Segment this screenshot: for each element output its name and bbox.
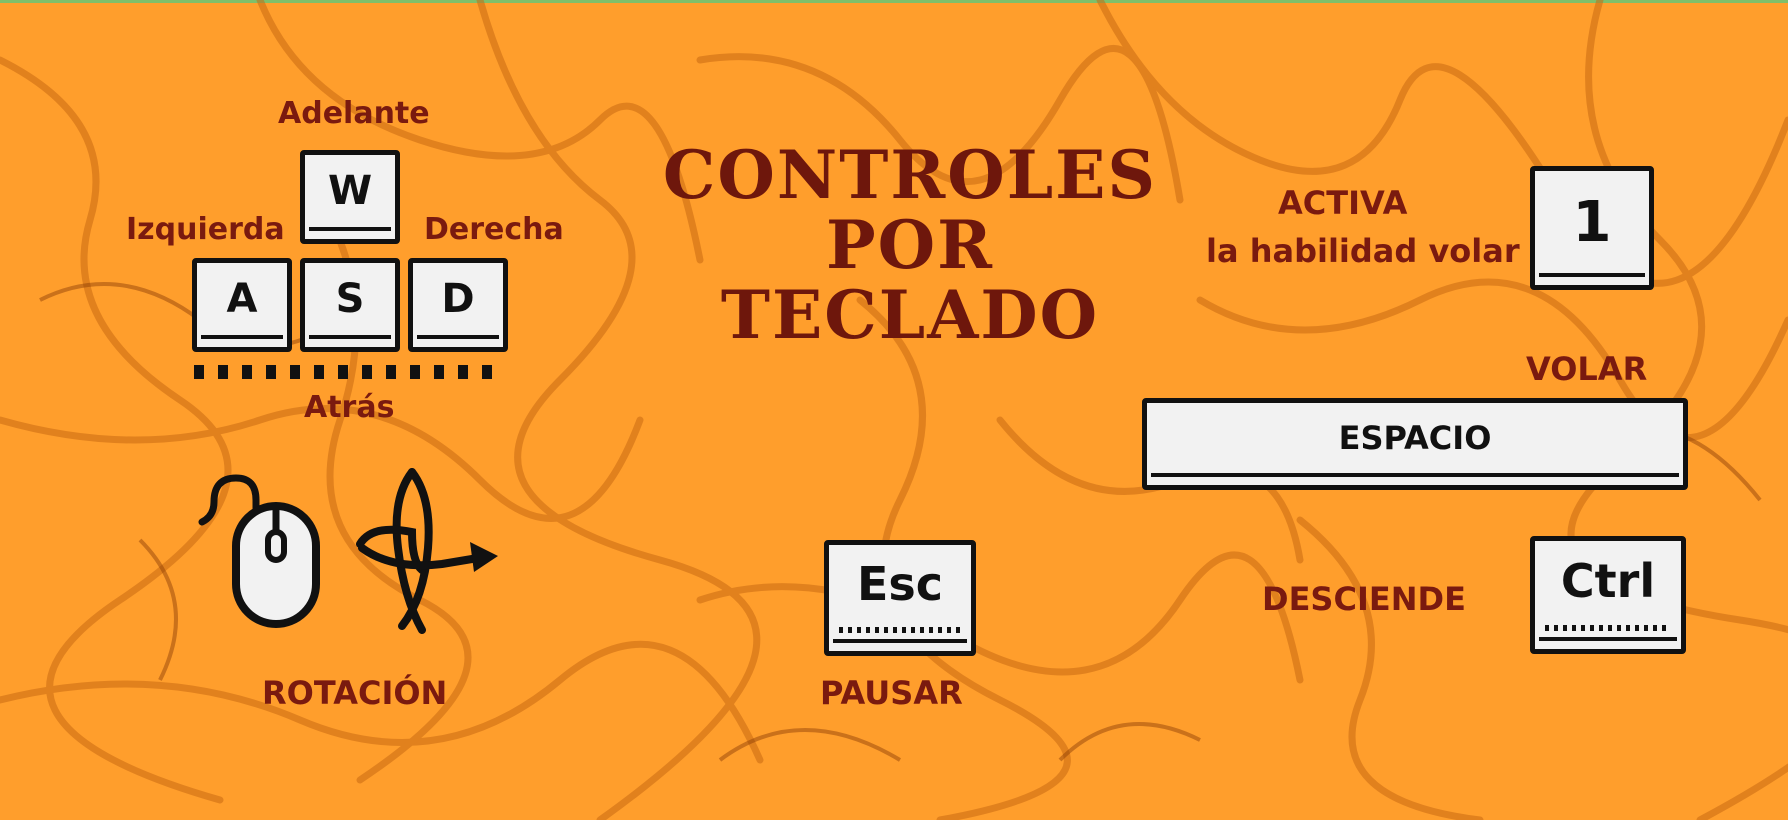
- a-key-label: A: [226, 276, 258, 322]
- key-1-label: 1: [1572, 189, 1612, 255]
- rotation-icon: [352, 458, 508, 638]
- a-key[interactable]: [192, 258, 292, 352]
- right-label: Derecha: [424, 212, 564, 247]
- keyboard-dash-bar: [194, 365, 506, 379]
- rotation-label: ROTACIÓN: [262, 674, 448, 712]
- mouse-icon: [196, 470, 326, 630]
- title-line-2: POR: [826, 206, 994, 284]
- w-key-label: W: [327, 168, 373, 214]
- key-1-strip: [1539, 273, 1645, 277]
- ctrl-key-label: Ctrl: [1560, 554, 1656, 608]
- pause-label: PAUSAR: [820, 674, 963, 712]
- s-key-label: S: [335, 276, 365, 322]
- d-key-strip: [417, 335, 499, 339]
- forward-label: Adelante: [278, 96, 430, 131]
- a-key-strip: [201, 335, 283, 339]
- esc-key[interactable]: [824, 540, 976, 656]
- left-label: Izquierda: [126, 212, 285, 247]
- space-key[interactable]: [1142, 398, 1688, 490]
- d-key[interactable]: [408, 258, 508, 352]
- w-key-strip: [309, 227, 391, 231]
- descend-label: DESCIENDE: [1262, 580, 1466, 618]
- title-line-1: CONTROLES: [662, 136, 1158, 214]
- ctrl-key-dots: [1545, 625, 1671, 631]
- esc-key-dots: [839, 627, 961, 633]
- fly-label: VOLAR: [1526, 350, 1648, 388]
- ability-description: la habilidad volar: [1206, 232, 1520, 270]
- d-key-label: D: [441, 276, 475, 322]
- space-key-label: ESPACIO: [1338, 419, 1492, 457]
- space-key-strip: [1151, 473, 1679, 477]
- back-label: Atrás: [304, 390, 395, 425]
- key-1[interactable]: [1530, 166, 1654, 290]
- page-title: [610, 136, 1210, 354]
- ctrl-key-strip: [1539, 637, 1677, 641]
- esc-key-strip: [833, 639, 967, 643]
- ctrl-key[interactable]: [1530, 536, 1686, 654]
- w-key[interactable]: [300, 150, 400, 244]
- esc-key-label: Esc: [856, 557, 944, 611]
- title-line-3: TECLADO: [720, 276, 1100, 354]
- ability-title: ACTIVA: [1278, 184, 1408, 222]
- s-key[interactable]: [300, 258, 400, 352]
- s-key-strip: [309, 335, 391, 339]
